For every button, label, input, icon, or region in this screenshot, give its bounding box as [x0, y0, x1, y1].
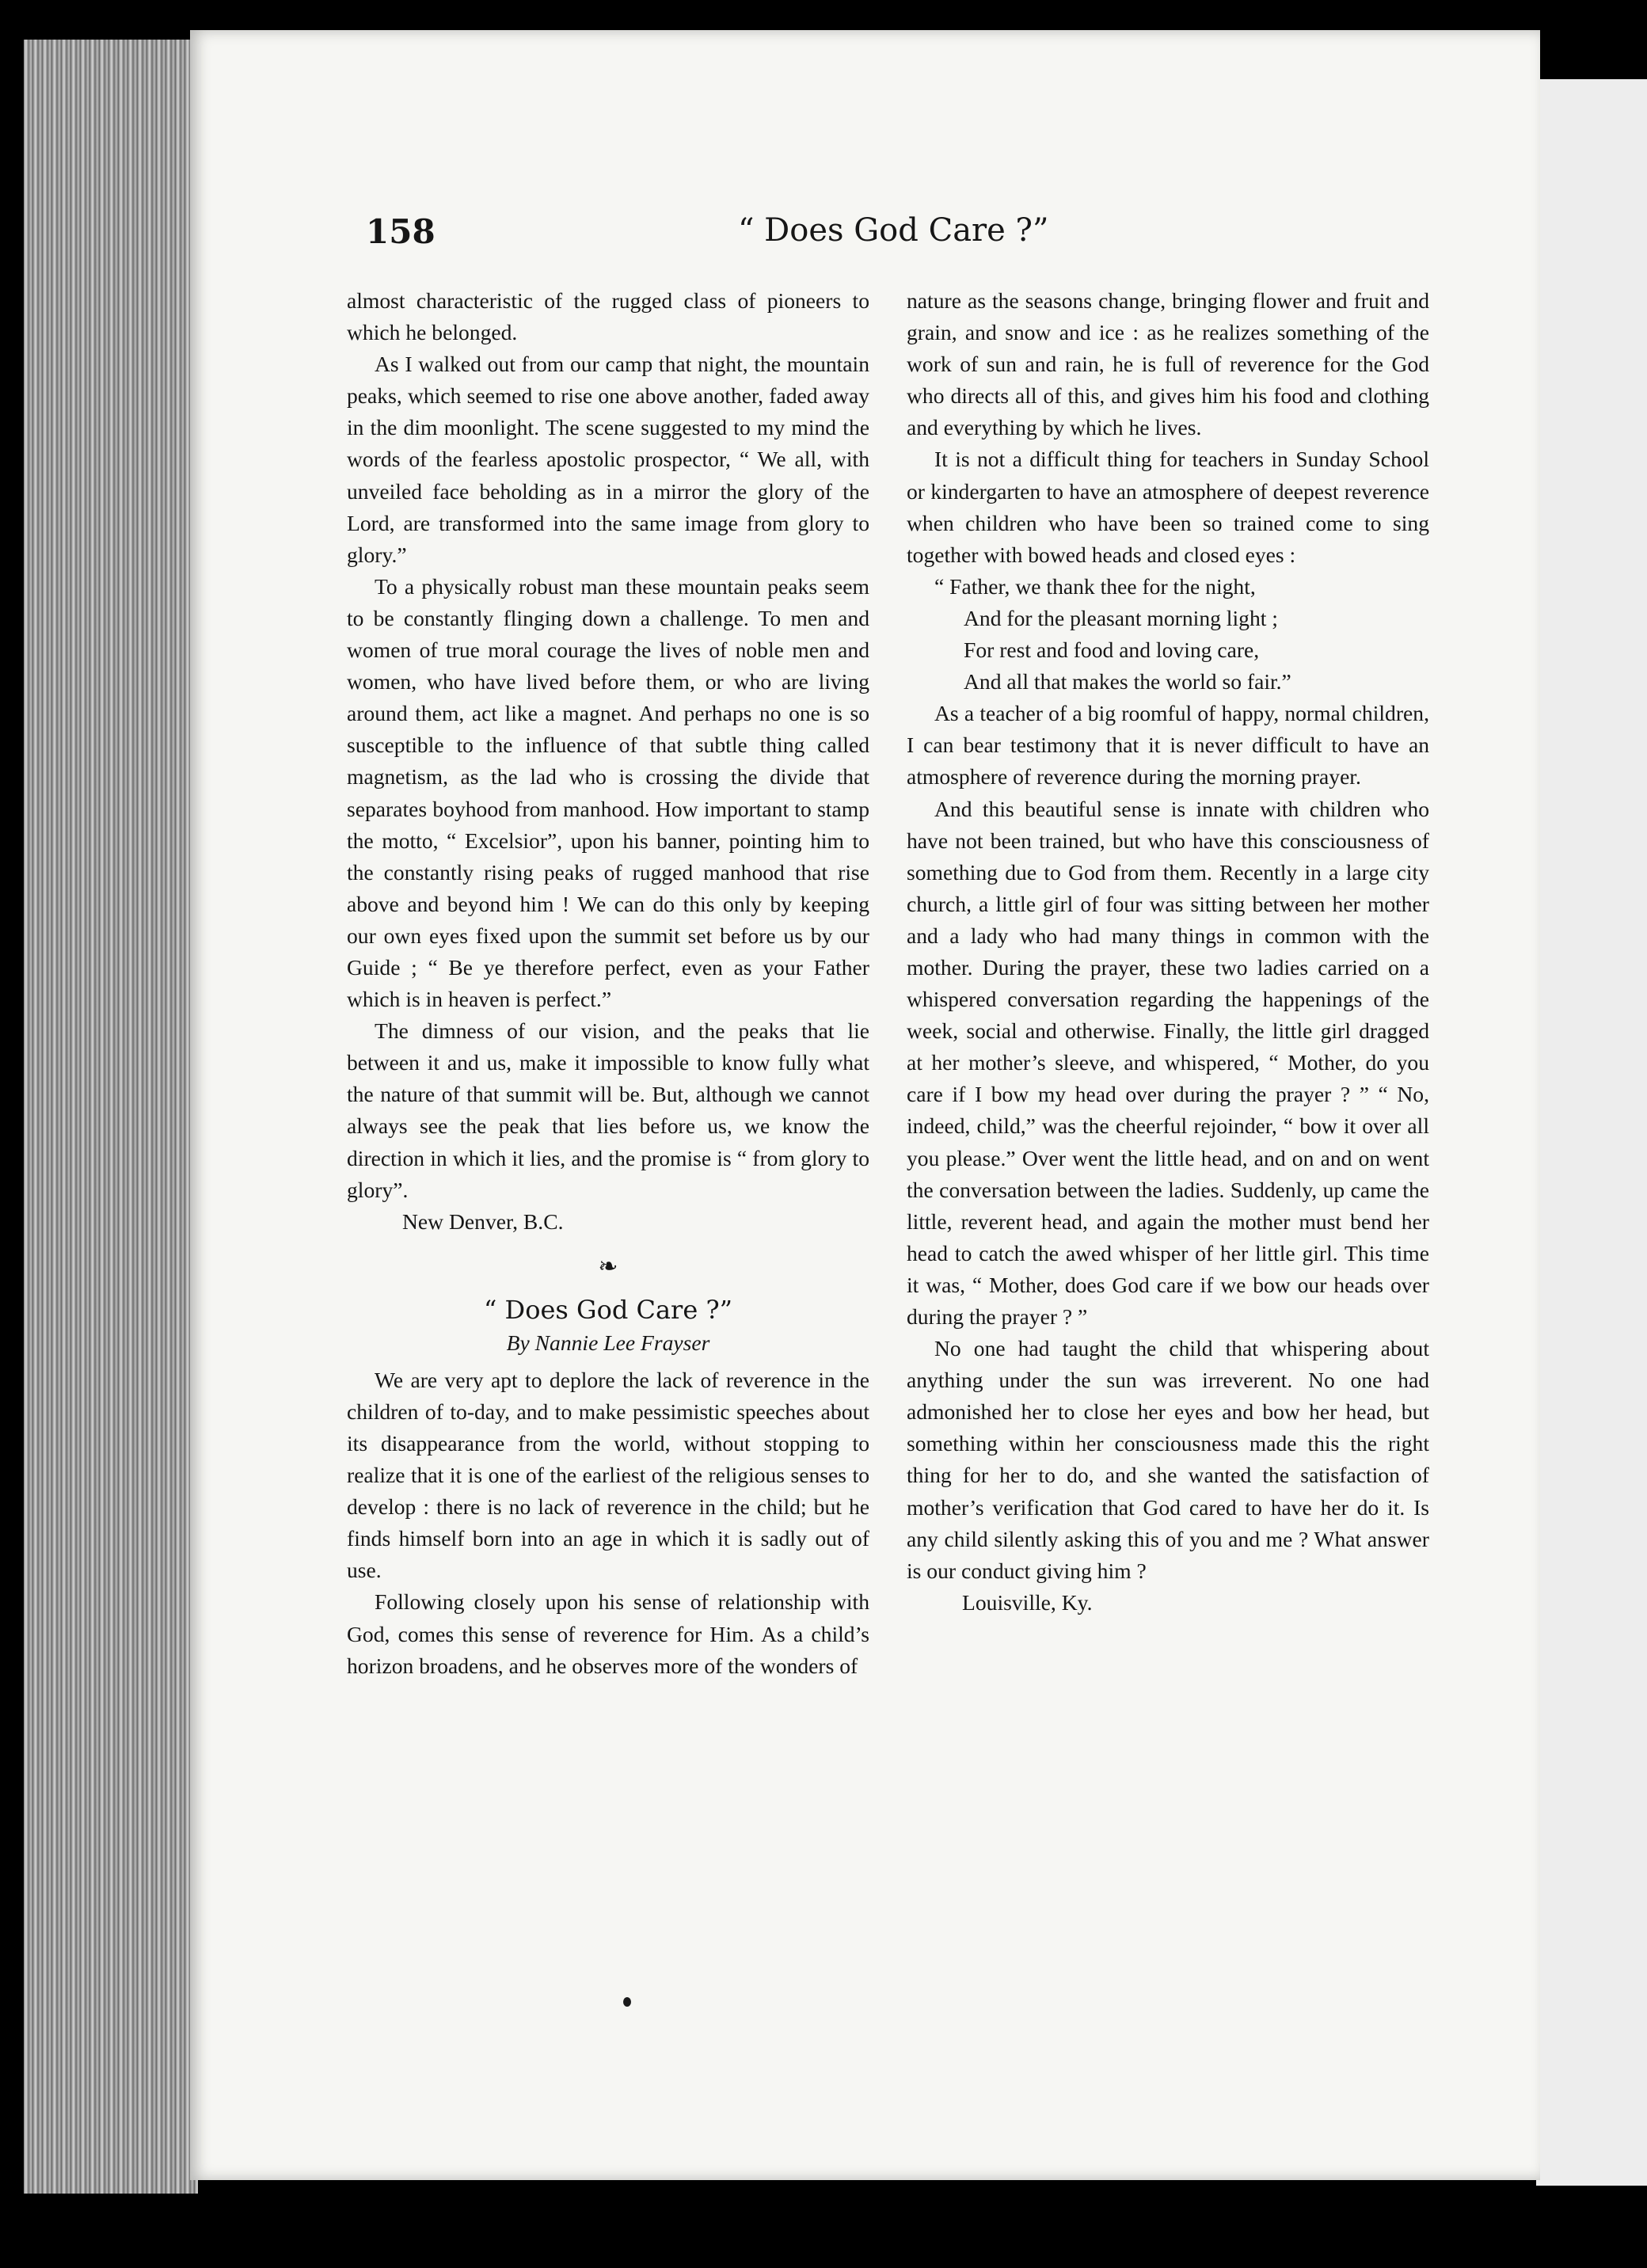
paragraph: nature as the seasons change, bringing flower and fruit and grain, and snow and ice : as he realizes something of the work of sun and rain, he is full of reverence for the God who directs all of this, and gives him his food and clothing and everything by which he lives. — [907, 288, 1429, 440]
paragraph: Following closely upon his sense of relationship with God, comes this sense of reverence for Him. As a child’s horizon broadens, and he observes more of the wonders of — [347, 1589, 869, 1678]
poem-line: “ Father, we thank thee for the night, — [934, 573, 1256, 599]
paragraph: To a physically robust man these mountain peaks seem to be constantly flinging down a challenge. To men and women of true moral courage the lives of noble men and women, who have lived before them, or who are living around them, act like a magnet. And perhaps no one is so susceptible to the influence of that subtle thing called magnetism, as the lad who is crossing the divide that separates boyhood from manhood. How important to stamp the motto, “ Excelsior”, upon his banner, pointing him to the constantly rising peaks of rugged manhood that rise above and beyond him ! We can do this only by keeping our own eyes fixed upon the summit set before us by our Guide ; “ Be ye therefore perfect, even as your Father which is in heaven is perfect.” — [347, 573, 869, 1012]
left-column — [347, 285, 869, 1682]
page-ink-dot — [623, 1997, 631, 2007]
paragraph: almost characteristic of the rugged class of pioneers to which he belonged. — [347, 288, 869, 345]
paragraph: And this beautiful sense is innate with children who have not been trained, but who have this consciousness of something due to God from them. Recently in a large city church, a little girl of four was sitting between her mother and a lady who had many things in common with the mother. During the prayer, these two ladies carried on a whispered conversation regarding the happenings of the week, social and otherwise. Finally, the little girl dragged at her mother’s sleeve, and whispered, “ Mother, do you care if I bow my head over during the prayer ? ” “ No, indeed, child,” was the cheerful rejoinder, “ bow it over all you please.” Over went the little head, and on and on went the conversation between the ladies. Suddenly, up came the little, reverent head, and again the mother must bend her head to catch the awed whisper of her little girl. This time it was, “ Mother, does God care if we bow our heads over during the prayer ? ” — [907, 796, 1429, 1329]
paragraph: No one had taught the child that whispering about anything under the sun was irreverent. No one had admonished her to close her eyes and bow her head, but something within her consciousness made this the right thing for her to do, and she wanted the satisfaction of mother’s verification that God cared to have her do it. Is any child silently asking this of you and me ? What answer is our conduct giving him ? — [907, 1336, 1429, 1583]
paragraph: As a teacher of a big roomful of happy, normal children, I can bear testimony that it is never difficult to have an atmosphere of reverence during the morning prayer. — [907, 701, 1429, 790]
article-byline: By Nannie Lee Frayser — [506, 1330, 710, 1355]
article-title: “ Does God Care ?” — [484, 1294, 732, 1325]
running-title: “ Does God Care ?” — [738, 212, 1049, 249]
poem — [907, 571, 1429, 698]
ornament-icon: ❧ — [598, 1253, 618, 1280]
book-page-edges — [24, 40, 198, 2194]
poem-line: And all that makes the world so fair.” — [964, 669, 1291, 694]
right-column — [907, 285, 1429, 1619]
facing-page-edge — [1536, 79, 1647, 2186]
paragraph: The dimness of our vision, and the peaks that lie between it and us, make it impossible to know fully what the nature of that summit will be. But, although we cannot always see the peak that lies before us, we know the direction in which it lies, and the promise is “ from glory to glory”. — [347, 1018, 869, 1202]
paragraph: As I walked out from our camp that night, the mountain peaks, which seemed to rise one above another, faded away in the dim moonlight. The scene suggested to my mind the words of the fearless apostolic prospector, “ We all, with unveiled face beholding as in a mirror the glory of the Lord, are transformed into the same image from glory to glory.” — [347, 352, 869, 567]
paragraph: We are very apt to deplore the lack of reverence in the children of to-day, and to make pessimistic speeches about its disappearance from the world, without stopping to realize that it is one of the earliest of the religious senses to develop : there is no lack of reverence in the child; but he finds himself born into an age in which it is sadly out of use. — [347, 1367, 869, 1583]
place-signoff: Louisville, Ky. — [962, 1589, 1093, 1615]
page-header — [366, 212, 1427, 260]
place-signoff: New Denver, B.C. — [402, 1208, 564, 1234]
paragraph: It is not a difficult thing for teachers in Sunday School or kindergarten to have an atmosphere of deepest reverence when children who have been so trained come to sing together with bowed heads and closed eyes : — [907, 447, 1429, 567]
poem-line: For rest and food and loving care, — [964, 637, 1260, 663]
poem-line: And for the pleasant morning light ; — [964, 605, 1278, 630]
page-number: 158 — [366, 212, 436, 251]
